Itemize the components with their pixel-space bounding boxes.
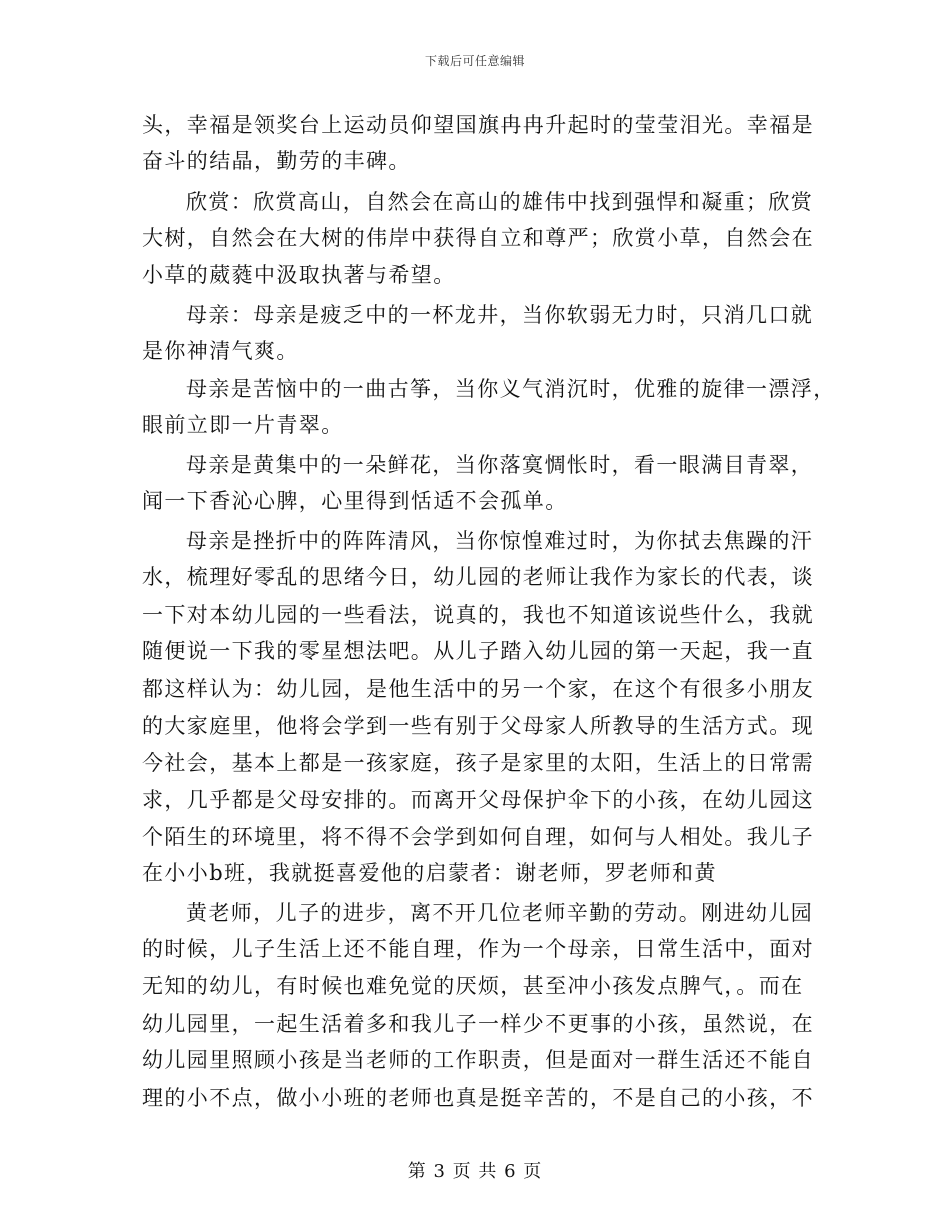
text-line: 一下对本幼儿园的一些看法，说真的，我也不知道该说些什么，我就 (142, 603, 814, 627)
text-line: 闻一下香沁心脾，心里得到恬适不会孤单。 (142, 489, 568, 513)
text-line: 无知的幼儿，有时候也难免觉的厌烦，甚至冲小孩发点脾气，。而在 (142, 974, 804, 998)
text-line: 都这样认为：幼儿园，是他生活中的另一个家，在这个有很多小朋友 (142, 677, 814, 701)
text-line: 母亲是苦恼中的一曲古筝，当你义气消沉时，优雅的旋律一漂浮， (186, 377, 836, 401)
text-line: 小草的葳蕤中汲取执著与希望。 (142, 263, 456, 287)
text-line: 随便说一下我的零星想法吧。从儿子踏入幼儿园的第一天起，我一直 (142, 639, 814, 663)
text-line: 今社会，基本上都是一孩家庭，孩子是家里的太阳，生活上的日常需 (142, 751, 814, 775)
text-line: 个陌生的环境里，将不得不会学到如何自理，如何与人相处。我儿子 (142, 825, 814, 849)
text-line: 黄老师，儿子的进步，离不开几位老师辛勤的劳动。刚进幼儿园 (186, 901, 814, 925)
text-line: 母亲是黄集中的一朵鲜花，当你落寞惆怅时，看一眼满目青翠， (186, 453, 814, 477)
text-line: 眼前立即一片青翠。 (142, 413, 344, 437)
text-line: 奋斗的结晶，勤劳的丰碑。 (142, 149, 411, 173)
text-line: 是你神清气爽。 (142, 339, 299, 363)
text-line: 母亲：母亲是疲乏中的一杯龙井，当你软弱无力时，只消几口就 (186, 303, 814, 327)
text-line: 欣赏：欣赏高山，自然会在高山的雄伟中找到强悍和凝重；欣赏 (186, 190, 814, 214)
text-line: 幼儿园里照顾小孩是当老师的工作职责，但是面对一群生活还不能自 (142, 1048, 814, 1072)
text-line: 水，梳理好零乱的思绪今日，幼儿园的老师让我作为家长的代表，谈 (142, 565, 814, 589)
text-line: 幼儿园里，一起生活着多和我儿子一样少不更事的小孩，虽然说，在 (142, 1012, 814, 1036)
text-line: 求，几乎都是父母安排的。而离开父母保护伞下的小孩，在幼儿园这 (142, 788, 814, 812)
text-line: 母亲是挫折中的阵阵清风，当你惊惶难过时，为你拭去焦躁的汗 (186, 529, 814, 553)
text-line: 的大家庭里，他将会学到一些有别于父母家人所教导的生活方式。现 (142, 714, 814, 738)
text-line: 在小小b班，我就挺喜爱他的启蒙者：谢老师，罗老师和黄 (142, 861, 717, 885)
text-line: 的时候，儿子生活上还不能自理，作为一个母亲，日常生活中，面对 (142, 937, 814, 961)
text-line: 大树，自然会在大树的伟岸中获得自立和尊严；欣赏小草，自然会在 (142, 226, 814, 250)
page-header: 下载后可任意编辑 (424, 54, 525, 68)
page-number-footer: 第 3 页 共 6 页 (407, 1161, 543, 1182)
text-line: 理的小不点，做小小班的老师也真是挺辛苦的，不是自己的小孩，不 (142, 1086, 814, 1110)
text-line: 头，幸福是领奖台上运动员仰望国旗冉冉升起时的莹莹泪光。幸福是 (142, 113, 814, 137)
